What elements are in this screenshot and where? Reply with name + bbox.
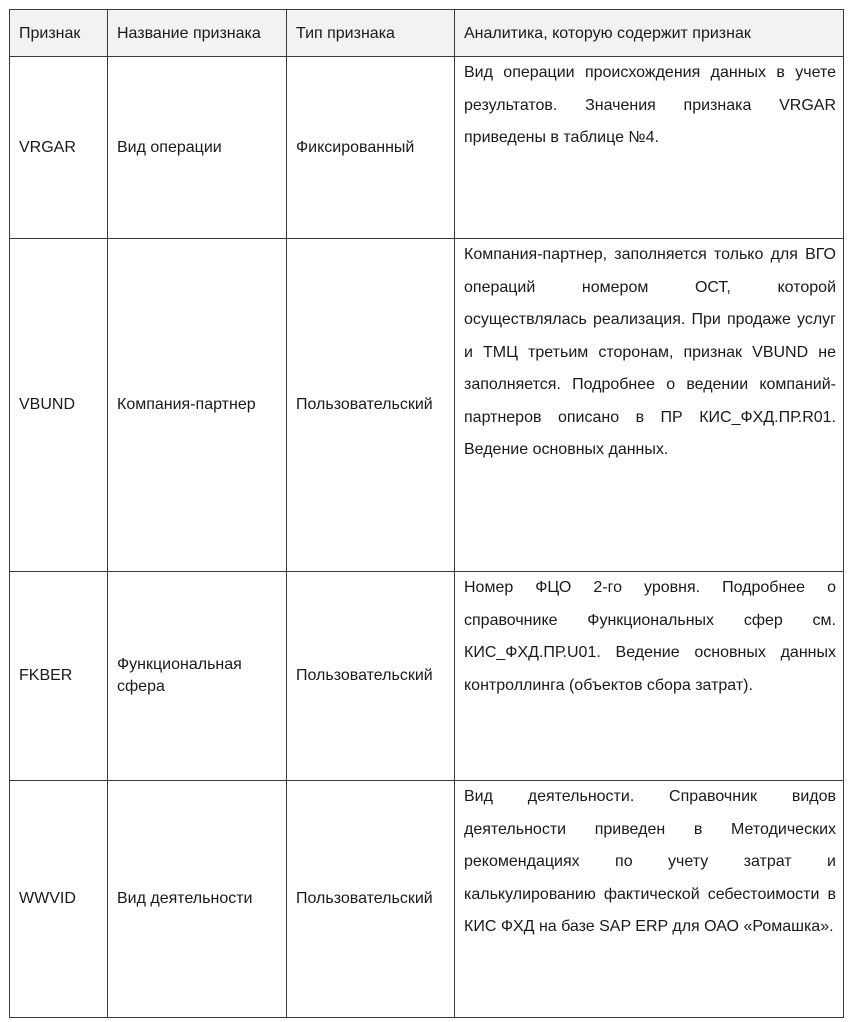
table-header-row <box>10 10 844 57</box>
cell-code: VRGAR <box>10 57 108 239</box>
cell-code: VBUND <box>10 239 108 572</box>
cell-description: Вид деятельности. Справочник видов деятельности приведен в Методических рекомендациях по учету затрат и калькулированию фактической себестоимости в КИС ФХД на базе SAP ERP для ОАО «Ромашка». <box>455 781 844 1018</box>
header-name: Название признака <box>108 10 287 57</box>
table-row <box>10 572 844 781</box>
cell-description: Компания-партнер, заполняется только для ВГО операций номером ОСТ, которой осуществлялась реализация. При продаже услуг и ТМЦ третьим сторонам, признак VBUND не заполняется. Подробнее о ведении компаний-партнеров описано в ПР КИС_ФХД.ПР.R01. Ведение основных данных. <box>455 239 844 572</box>
header-type: Тип признака <box>287 10 455 57</box>
table-row <box>10 239 844 572</box>
cell-name: Компания-партнер <box>108 239 287 572</box>
cell-type: Пользовательский <box>287 239 455 572</box>
cell-type: Фиксированный <box>287 57 455 239</box>
cell-description: Вид операции происхождения данных в учете результатов. Значения признака VRGAR приведены в таблице №4. <box>455 57 844 239</box>
cell-type: Пользовательский <box>287 781 455 1018</box>
cell-code: FKBER <box>10 572 108 781</box>
cell-name: Вид деятельности <box>108 781 287 1018</box>
cell-type: Пользовательский <box>287 572 455 781</box>
header-code: Признак <box>10 10 108 57</box>
cell-code: WWVID <box>10 781 108 1018</box>
cell-name: Функциональная сфера <box>108 572 287 781</box>
cell-name: Вид операции <box>108 57 287 239</box>
cell-description: Номер ФЦО 2-го уровня. Подробнее о справочнике Функциональных сфер см. КИС_ФХД.ПР.U01. Ведение основных данных контроллинга (объектов сбора затрат). <box>455 572 844 781</box>
header-description: Аналитика, которую содержит признак <box>455 10 844 57</box>
table-row <box>10 781 844 1018</box>
attributes-table <box>9 9 844 1018</box>
table-row <box>10 57 844 239</box>
